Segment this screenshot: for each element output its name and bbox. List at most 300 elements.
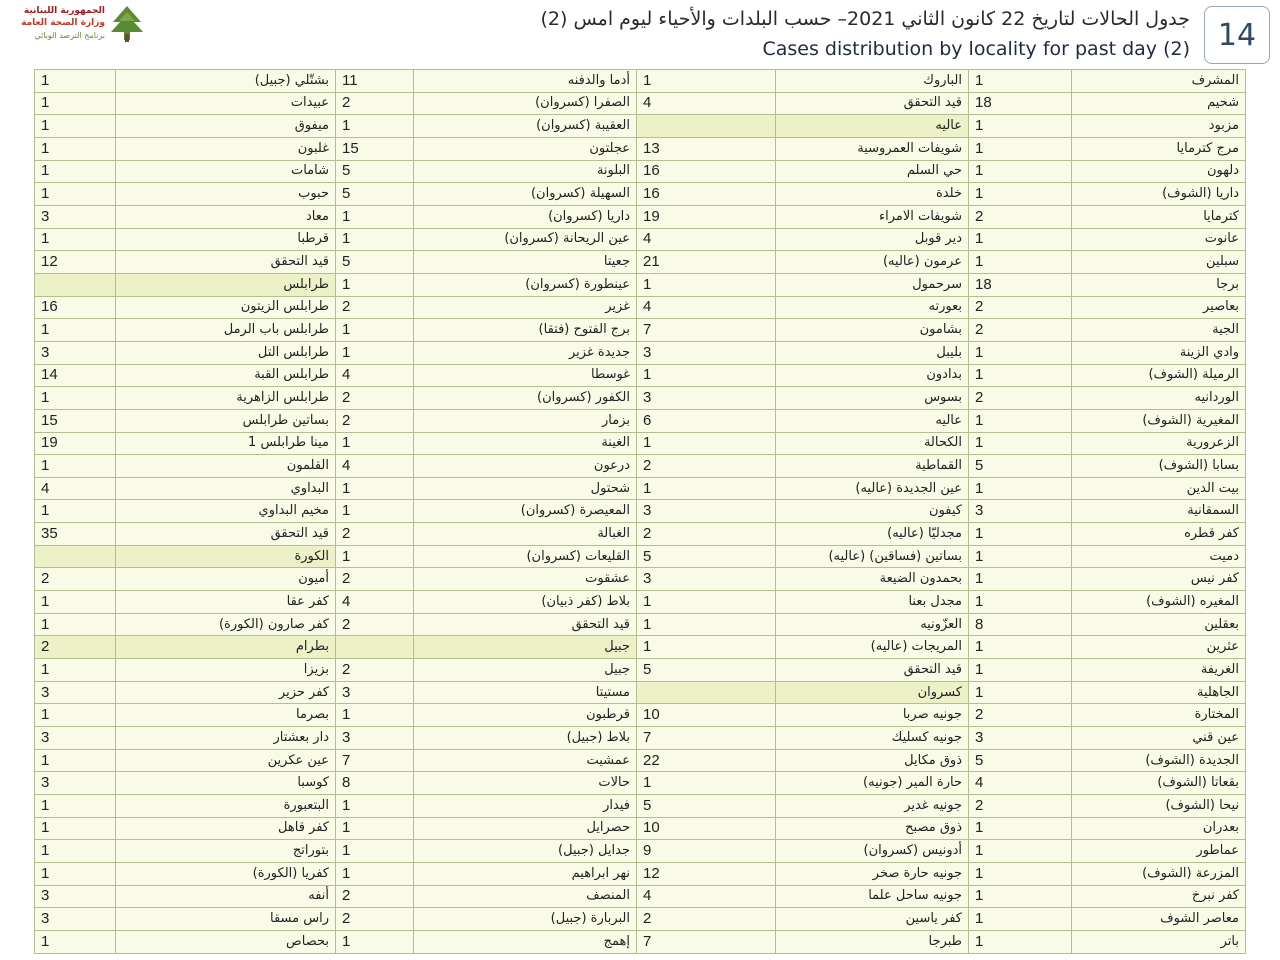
locality-name: الكورة bbox=[116, 545, 336, 568]
table-row bbox=[35, 409, 1246, 432]
case-count: 2 bbox=[969, 296, 1072, 319]
case-count: 1 bbox=[969, 885, 1072, 908]
locality-name: بعاصير bbox=[1072, 296, 1246, 319]
locality-name: بصرما bbox=[116, 704, 336, 727]
case-count: 1 bbox=[336, 228, 414, 251]
case-count: 15 bbox=[35, 409, 116, 432]
locality-name: مخيم البداوي bbox=[116, 500, 336, 523]
locality-name: درعون bbox=[414, 455, 637, 478]
locality-name: قرطبا bbox=[116, 228, 336, 251]
table-row bbox=[35, 70, 1246, 93]
logo-line-1: الجمهورية اللبنانية bbox=[23, 6, 105, 16]
case-count: 1 bbox=[35, 228, 116, 251]
case-count: 1 bbox=[35, 387, 116, 410]
locality-name: كفر قطره bbox=[1072, 523, 1246, 546]
case-count: 1 bbox=[336, 319, 414, 342]
case-count: 1 bbox=[35, 930, 116, 953]
case-count: 2 bbox=[969, 387, 1072, 410]
case-count: 2 bbox=[336, 92, 414, 115]
case-count: 1 bbox=[969, 862, 1072, 885]
case-count: 1 bbox=[969, 183, 1072, 206]
locality-name: جديدة غزير bbox=[414, 341, 637, 364]
case-count: 2 bbox=[637, 523, 776, 546]
case-count: 1 bbox=[637, 477, 776, 500]
locality-name: بعورته bbox=[776, 296, 969, 319]
locality-name: مينا طرابلس 1 bbox=[116, 432, 336, 455]
case-count: 7 bbox=[637, 319, 776, 342]
case-count: 3 bbox=[336, 727, 414, 750]
case-count: 7 bbox=[637, 930, 776, 953]
case-count: 1 bbox=[35, 613, 116, 636]
table-row bbox=[35, 862, 1246, 885]
locality-name: السمقانية bbox=[1072, 500, 1246, 523]
table-row bbox=[35, 432, 1246, 455]
case-count: 4 bbox=[336, 455, 414, 478]
case-count: 1 bbox=[969, 840, 1072, 863]
locality-name: البلونة bbox=[414, 160, 637, 183]
case-count: 1 bbox=[637, 273, 776, 296]
case-count: 16 bbox=[35, 296, 116, 319]
locality-name: عجلتون bbox=[414, 137, 637, 160]
locality-name: الصفرا (كسروان) bbox=[414, 92, 637, 115]
case-count bbox=[35, 545, 116, 568]
locality-name: إهمج bbox=[414, 930, 637, 953]
table-row bbox=[35, 319, 1246, 342]
locality-name: عين قني bbox=[1072, 727, 1246, 750]
locality-name: دير قوبل bbox=[776, 228, 969, 251]
locality-name: المغيرية (الشوف) bbox=[1072, 409, 1246, 432]
table-row bbox=[35, 500, 1246, 523]
case-count: 5 bbox=[637, 659, 776, 682]
case-count: 1 bbox=[969, 228, 1072, 251]
locality-name: بتوراتج bbox=[116, 840, 336, 863]
case-count: 1 bbox=[969, 568, 1072, 591]
locality-name: غوسطا bbox=[414, 364, 637, 387]
table-row bbox=[35, 364, 1246, 387]
case-count: 3 bbox=[637, 341, 776, 364]
case-count: 1 bbox=[35, 749, 116, 772]
locality-name: القلمون bbox=[116, 455, 336, 478]
case-count: 2 bbox=[336, 523, 414, 546]
case-count: 1 bbox=[35, 591, 116, 614]
case-count: 16 bbox=[637, 160, 776, 183]
case-count: 1 bbox=[35, 817, 116, 840]
case-count: 22 bbox=[637, 749, 776, 772]
case-count: 3 bbox=[35, 908, 116, 931]
case-count: 1 bbox=[336, 115, 414, 138]
case-count: 1 bbox=[336, 840, 414, 863]
locality-name: دلهون bbox=[1072, 160, 1246, 183]
table-row bbox=[35, 840, 1246, 863]
case-count: 1 bbox=[336, 500, 414, 523]
locality-name: الكفور (كسروان) bbox=[414, 387, 637, 410]
case-count: 1 bbox=[969, 908, 1072, 931]
locality-name: الغينة bbox=[414, 432, 637, 455]
case-count: 1 bbox=[969, 137, 1072, 160]
table-row bbox=[35, 681, 1246, 704]
case-count: 12 bbox=[637, 862, 776, 885]
table-row bbox=[35, 795, 1246, 818]
locality-name: برجا bbox=[1072, 273, 1246, 296]
case-count: 2 bbox=[336, 613, 414, 636]
case-count: 1 bbox=[35, 500, 116, 523]
locality-name: عين عكرين bbox=[116, 749, 336, 772]
locality-name: سبلين bbox=[1072, 251, 1246, 274]
locality-name: بسوس bbox=[776, 387, 969, 410]
case-count: 10 bbox=[637, 704, 776, 727]
locality-name: دميت bbox=[1072, 545, 1246, 568]
locality-name: بطرام bbox=[116, 636, 336, 659]
locality-name: بحمدون الضيعة bbox=[776, 568, 969, 591]
table-row bbox=[35, 115, 1246, 138]
table-row bbox=[35, 160, 1246, 183]
locality-name: البربارة (جبيل) bbox=[414, 908, 637, 931]
locality-name: كفر صارون (الكورة) bbox=[116, 613, 336, 636]
locality-name: كفر ياسين bbox=[776, 908, 969, 931]
case-count: 1 bbox=[35, 115, 116, 138]
case-count: 1 bbox=[35, 840, 116, 863]
table-row bbox=[35, 296, 1246, 319]
locality-name: بساتين (فساقين) (عاليه) bbox=[776, 545, 969, 568]
locality-name: طرابلس التل bbox=[116, 341, 336, 364]
case-count: 1 bbox=[969, 477, 1072, 500]
case-count bbox=[336, 636, 414, 659]
case-count: 3 bbox=[35, 772, 116, 795]
locality-name: كسروان bbox=[776, 681, 969, 704]
locality-name: الجية bbox=[1072, 319, 1246, 342]
case-count: 2 bbox=[35, 568, 116, 591]
case-count: 1 bbox=[637, 613, 776, 636]
case-count: 1 bbox=[969, 817, 1072, 840]
locality-name: الزعرورية bbox=[1072, 432, 1246, 455]
table-row bbox=[35, 455, 1246, 478]
case-count: 1 bbox=[637, 636, 776, 659]
table-row bbox=[35, 727, 1246, 750]
table-row bbox=[35, 704, 1246, 727]
locality-name: سرحمول bbox=[776, 273, 969, 296]
table-row bbox=[35, 568, 1246, 591]
case-count: 2 bbox=[336, 568, 414, 591]
locality-name: حالات bbox=[414, 772, 637, 795]
case-count: 1 bbox=[969, 341, 1072, 364]
locality-name: طرابلس bbox=[116, 273, 336, 296]
table-row bbox=[35, 772, 1246, 795]
locality-name: بسابا (الشوف) bbox=[1072, 455, 1246, 478]
locality-name: الجاهلية bbox=[1072, 681, 1246, 704]
case-count: 3 bbox=[35, 885, 116, 908]
locality-name: كيفون bbox=[776, 500, 969, 523]
case-count: 35 bbox=[35, 523, 116, 546]
cedar-icon bbox=[109, 4, 145, 44]
locality-name: العقيبة (كسروان) bbox=[414, 115, 637, 138]
locality-name: شحيم bbox=[1072, 92, 1246, 115]
locality-name: شامات bbox=[116, 160, 336, 183]
table-row bbox=[35, 137, 1246, 160]
page-number: 14 bbox=[1204, 6, 1270, 64]
locality-name: الرميلة (الشوف) bbox=[1072, 364, 1246, 387]
case-count: 1 bbox=[35, 862, 116, 885]
case-count: 1 bbox=[336, 205, 414, 228]
locality-name: الغريفة bbox=[1072, 659, 1246, 682]
locality-name: راس مسقا bbox=[116, 908, 336, 931]
case-count: 3 bbox=[969, 500, 1072, 523]
case-count: 21 bbox=[637, 251, 776, 274]
case-count: 5 bbox=[336, 183, 414, 206]
case-count: 2 bbox=[336, 885, 414, 908]
locality-name: شحتول bbox=[414, 477, 637, 500]
locality-name: الوردانيه bbox=[1072, 387, 1246, 410]
locality-name: عين الجديدة (عاليه) bbox=[776, 477, 969, 500]
case-count: 2 bbox=[336, 296, 414, 319]
case-count bbox=[35, 273, 116, 296]
locality-name: طرابلس القبة bbox=[116, 364, 336, 387]
locality-name: عبيدات bbox=[116, 92, 336, 115]
locality-name: عثرين bbox=[1072, 636, 1246, 659]
locality-name: المزرعة (الشوف) bbox=[1072, 862, 1246, 885]
locality-name: ميفوق bbox=[116, 115, 336, 138]
locality-name: داريا (الشوف) bbox=[1072, 183, 1246, 206]
locality-name: بزمار bbox=[414, 409, 637, 432]
case-count: 6 bbox=[637, 409, 776, 432]
case-count: 1 bbox=[969, 409, 1072, 432]
case-count: 2 bbox=[35, 636, 116, 659]
locality-name: المشرف bbox=[1072, 70, 1246, 93]
table-row bbox=[35, 341, 1246, 364]
case-count: 1 bbox=[35, 659, 116, 682]
case-count: 2 bbox=[969, 319, 1072, 342]
case-count: 12 bbox=[35, 251, 116, 274]
locality-name: جونيه حارة صخر bbox=[776, 862, 969, 885]
locality-name: بشامون bbox=[776, 319, 969, 342]
locality-name: كفر نبرخ bbox=[1072, 885, 1246, 908]
case-count: 2 bbox=[969, 205, 1072, 228]
locality-name: عشقوت bbox=[414, 568, 637, 591]
case-count: 1 bbox=[35, 795, 116, 818]
table-row bbox=[35, 273, 1246, 296]
table-row bbox=[35, 636, 1246, 659]
case-count: 1 bbox=[969, 930, 1072, 953]
case-count: 7 bbox=[336, 749, 414, 772]
case-count: 4 bbox=[336, 591, 414, 614]
case-count: 14 bbox=[35, 364, 116, 387]
locality-name: بقعاتا (الشوف) bbox=[1072, 772, 1246, 795]
locality-name: طبرجا bbox=[776, 930, 969, 953]
case-count: 4 bbox=[969, 772, 1072, 795]
table-row bbox=[35, 885, 1246, 908]
locality-name: الباروك bbox=[776, 70, 969, 93]
locality-name: كوسبا bbox=[116, 772, 336, 795]
case-count: 1 bbox=[336, 341, 414, 364]
locality-name: خلدة bbox=[776, 183, 969, 206]
case-count: 13 bbox=[637, 137, 776, 160]
table-row bbox=[35, 92, 1246, 115]
case-count bbox=[637, 115, 776, 138]
locality-name: حي السلم bbox=[776, 160, 969, 183]
case-count: 3 bbox=[969, 727, 1072, 750]
locality-name: المختارة bbox=[1072, 704, 1246, 727]
table-row bbox=[35, 591, 1246, 614]
case-count: 1 bbox=[637, 432, 776, 455]
case-count: 3 bbox=[336, 681, 414, 704]
table-row bbox=[35, 659, 1246, 682]
locality-name: عانوت bbox=[1072, 228, 1246, 251]
case-count: 1 bbox=[969, 523, 1072, 546]
locality-name: كفر قاهل bbox=[116, 817, 336, 840]
locality-name: المغيره (الشوف) bbox=[1072, 591, 1246, 614]
locality-name: برج الفتوح (فتقا) bbox=[414, 319, 637, 342]
locality-name: المنصف bbox=[414, 885, 637, 908]
case-count: 2 bbox=[637, 908, 776, 931]
case-count: 9 bbox=[637, 840, 776, 863]
case-count: 1 bbox=[35, 160, 116, 183]
locality-name: طرابلس باب الرمل bbox=[116, 319, 336, 342]
case-count: 19 bbox=[35, 432, 116, 455]
title-english: Cases distribution by locality for past day (2) bbox=[762, 38, 1190, 60]
locality-name: بزيزا bbox=[116, 659, 336, 682]
case-count: 3 bbox=[35, 727, 116, 750]
locality-name: الغبالة bbox=[414, 523, 637, 546]
case-count: 2 bbox=[336, 659, 414, 682]
locality-name: السهيلة (كسروان) bbox=[414, 183, 637, 206]
case-count: 1 bbox=[637, 772, 776, 795]
case-count: 5 bbox=[969, 749, 1072, 772]
case-count: 1 bbox=[35, 704, 116, 727]
case-count: 4 bbox=[637, 92, 776, 115]
locality-name: قرطبون bbox=[414, 704, 637, 727]
locality-name: فيدار bbox=[414, 795, 637, 818]
case-count: 1 bbox=[35, 137, 116, 160]
case-count: 1 bbox=[969, 364, 1072, 387]
locality-name: عرمون (عاليه) bbox=[776, 251, 969, 274]
case-count: 11 bbox=[336, 70, 414, 93]
locality-name: قيد التحقق bbox=[414, 613, 637, 636]
case-count: 1 bbox=[35, 70, 116, 93]
case-count: 2 bbox=[336, 409, 414, 432]
case-count: 19 bbox=[637, 205, 776, 228]
case-count: 1 bbox=[336, 704, 414, 727]
locality-name: بلاط (كفر ذبيان) bbox=[414, 591, 637, 614]
table-row bbox=[35, 908, 1246, 931]
case-count: 5 bbox=[637, 545, 776, 568]
locality-name: قيد التحقق bbox=[116, 251, 336, 274]
locality-name: أدونيس (كسروان) bbox=[776, 840, 969, 863]
case-count: 5 bbox=[969, 455, 1072, 478]
locality-name: بشتّلي (جبيل) bbox=[116, 70, 336, 93]
table-row bbox=[35, 749, 1246, 772]
case-count: 5 bbox=[336, 251, 414, 274]
locality-name: شويفات العمروسية bbox=[776, 137, 969, 160]
locality-name: عمشيت bbox=[414, 749, 637, 772]
locality-name: طرابلس الزيتون bbox=[116, 296, 336, 319]
locality-name: جونيه ساحل علما bbox=[776, 885, 969, 908]
case-count: 1 bbox=[969, 545, 1072, 568]
table-row bbox=[35, 228, 1246, 251]
title-arabic: جدول الحالات لتاريخ 22 كانون الثاني 2021– حسب البلدات والأحياء ليوم امس (2) bbox=[540, 8, 1190, 30]
case-count: 1 bbox=[336, 795, 414, 818]
locality-name: المعيصرة (كسروان) bbox=[414, 500, 637, 523]
case-count: 1 bbox=[637, 364, 776, 387]
case-count: 1 bbox=[637, 591, 776, 614]
case-count: 1 bbox=[336, 273, 414, 296]
locality-name: الجديدة (الشوف) bbox=[1072, 749, 1246, 772]
case-count: 1 bbox=[969, 591, 1072, 614]
case-count: 1 bbox=[969, 251, 1072, 274]
case-count: 1 bbox=[35, 92, 116, 115]
locality-name: عاليه bbox=[776, 409, 969, 432]
case-count: 1 bbox=[336, 477, 414, 500]
locality-name: غزير bbox=[414, 296, 637, 319]
case-count: 1 bbox=[969, 636, 1072, 659]
case-count: 3 bbox=[637, 387, 776, 410]
case-count: 1 bbox=[35, 319, 116, 342]
case-count: 1 bbox=[969, 659, 1072, 682]
locality-name: قيد التحقق bbox=[116, 523, 336, 546]
case-count: 18 bbox=[969, 273, 1072, 296]
locality-name: عينطورة (كسروان) bbox=[414, 273, 637, 296]
case-count: 8 bbox=[969, 613, 1072, 636]
logo-line-3: برنامج الترصد الوبائي bbox=[34, 31, 105, 40]
locality-name: عين الريحانة (كسروان) bbox=[414, 228, 637, 251]
case-count: 1 bbox=[35, 455, 116, 478]
page-header bbox=[0, 0, 1280, 68]
locality-name: عماطور bbox=[1072, 840, 1246, 863]
locality-name: حصرايل bbox=[414, 817, 637, 840]
locality-name: ذوق مصبح bbox=[776, 817, 969, 840]
locality-name: ذوق مكايل bbox=[776, 749, 969, 772]
locality-name: كفر نيس bbox=[1072, 568, 1246, 591]
locality-name: غلبون bbox=[116, 137, 336, 160]
case-count: 5 bbox=[637, 795, 776, 818]
locality-name: نهر ابراهيم bbox=[414, 862, 637, 885]
case-count: 1 bbox=[637, 70, 776, 93]
case-count: 1 bbox=[969, 160, 1072, 183]
table-row bbox=[35, 183, 1246, 206]
locality-name: معاد bbox=[116, 205, 336, 228]
table-row bbox=[35, 205, 1246, 228]
locality-name: كترمايا bbox=[1072, 205, 1246, 228]
locality-name: شويفات الامراء bbox=[776, 205, 969, 228]
case-count: 2 bbox=[637, 455, 776, 478]
locality-name: جونيه غدير bbox=[776, 795, 969, 818]
locality-name: معاصر الشوف bbox=[1072, 908, 1246, 931]
ministry-logo bbox=[10, 4, 145, 44]
table-row bbox=[35, 251, 1246, 274]
locality-name: جونيه صربا bbox=[776, 704, 969, 727]
locality-name: مستيتا bbox=[414, 681, 637, 704]
locality-name: الكحالة bbox=[776, 432, 969, 455]
case-count: 1 bbox=[336, 545, 414, 568]
case-count: 4 bbox=[336, 364, 414, 387]
locality-name: عاليه bbox=[776, 115, 969, 138]
locality-name: مرج كترمايا bbox=[1072, 137, 1246, 160]
case-count: 1 bbox=[336, 930, 414, 953]
locality-name: مزبود bbox=[1072, 115, 1246, 138]
locality-name: بدادون bbox=[776, 364, 969, 387]
case-count bbox=[637, 681, 776, 704]
locality-name: بيت الدين bbox=[1072, 477, 1246, 500]
locality-name: حبوب bbox=[116, 183, 336, 206]
locality-name: كفريا (الكورة) bbox=[116, 862, 336, 885]
locality-name: جبيل bbox=[414, 659, 637, 682]
locality-name: قيد التحقق bbox=[776, 92, 969, 115]
locality-name: حارة المير (جونيه) bbox=[776, 772, 969, 795]
case-count: 10 bbox=[637, 817, 776, 840]
case-count: 1 bbox=[969, 70, 1072, 93]
locality-name: بساتين طرابلس bbox=[116, 409, 336, 432]
locality-name: باتر bbox=[1072, 930, 1246, 953]
locality-name: قيد التحقق bbox=[776, 659, 969, 682]
locality-name: القليعات (كسروان) bbox=[414, 545, 637, 568]
